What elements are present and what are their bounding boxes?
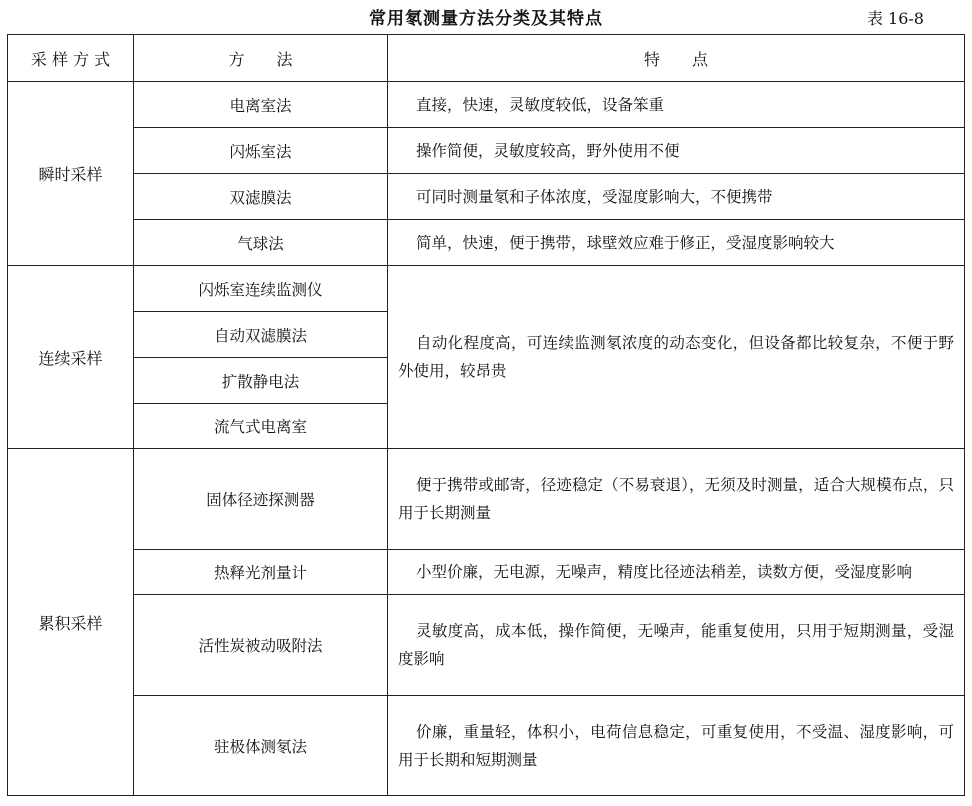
table-row [8, 266, 965, 312]
method-cell: 电离室法 [134, 82, 388, 128]
method-cell: 活性炭被动吸附法 [134, 595, 388, 696]
header-method: 方 法 [134, 35, 388, 82]
feature-cell: 可同时测量氡和子体浓度，受湿度影响大，不便携带 [388, 174, 965, 220]
feature-cell: 简单，快速，便于携带，球壁效应难于修正，受湿度影响较大 [388, 220, 965, 266]
header-row [8, 35, 965, 82]
method-cell: 自动双滤膜法 [134, 312, 388, 358]
header-feature: 特 点 [388, 35, 965, 82]
feature-cell: 直接，快速，灵敏度较低，设备笨重 [388, 82, 965, 128]
table-row [8, 449, 965, 550]
feature-cell: 价廉，重量轻，体积小，电荷信息稳定，可重复使用，不受温、湿度影响，可用于长期和短期测量 [388, 696, 965, 796]
sampling-mode-cell: 连续采样 [8, 266, 134, 449]
method-cell: 气球法 [134, 220, 388, 266]
radon-methods-table [7, 34, 965, 796]
method-cell: 扩散静电法 [134, 358, 388, 404]
table-number: 表 16-8 [866, 9, 924, 28]
table-title: 常用氡测量方法分类及其特点 [369, 9, 603, 29]
method-cell: 驻极体测氡法 [134, 696, 388, 796]
table-row [8, 696, 965, 796]
feature-cell: 操作简便，灵敏度较高，野外使用不便 [388, 128, 965, 174]
method-cell: 热释光剂量计 [134, 550, 388, 595]
method-cell: 闪烁室连续监测仪 [134, 266, 388, 312]
feature-cell: 灵敏度高，成本低，操作简便，无噪声，能重复使用，只用于短期测量，受湿度影响 [388, 595, 965, 696]
sampling-mode-cell: 累积采样 [8, 449, 134, 796]
table-row [8, 128, 965, 174]
table-row [8, 82, 965, 128]
header-sampling-mode: 采 样 方 式 [8, 35, 134, 82]
method-cell: 固体径迹探测器 [134, 449, 388, 550]
table-row [8, 550, 965, 595]
feature-cell: 便于携带或邮寄，径迹稳定（不易衰退），无须及时测量，适合大规模布点，只用于长期测量 [388, 449, 965, 550]
feature-cell: 小型价廉，无电源，无噪声，精度比径迹法稍差，读数方便，受湿度影响 [388, 550, 965, 595]
table-row [8, 220, 965, 266]
method-cell: 闪烁室法 [134, 128, 388, 174]
sampling-mode-cell: 瞬时采样 [8, 82, 134, 266]
shared-feature-cell: 自动化程度高，可连续监测氡浓度的动态变化，但设备都比较复杂，不便于野外使用，较昂贵 [388, 266, 965, 449]
table-row [8, 174, 965, 220]
method-cell: 流气式电离室 [134, 404, 388, 449]
table-row [8, 595, 965, 696]
method-cell: 双滤膜法 [134, 174, 388, 220]
